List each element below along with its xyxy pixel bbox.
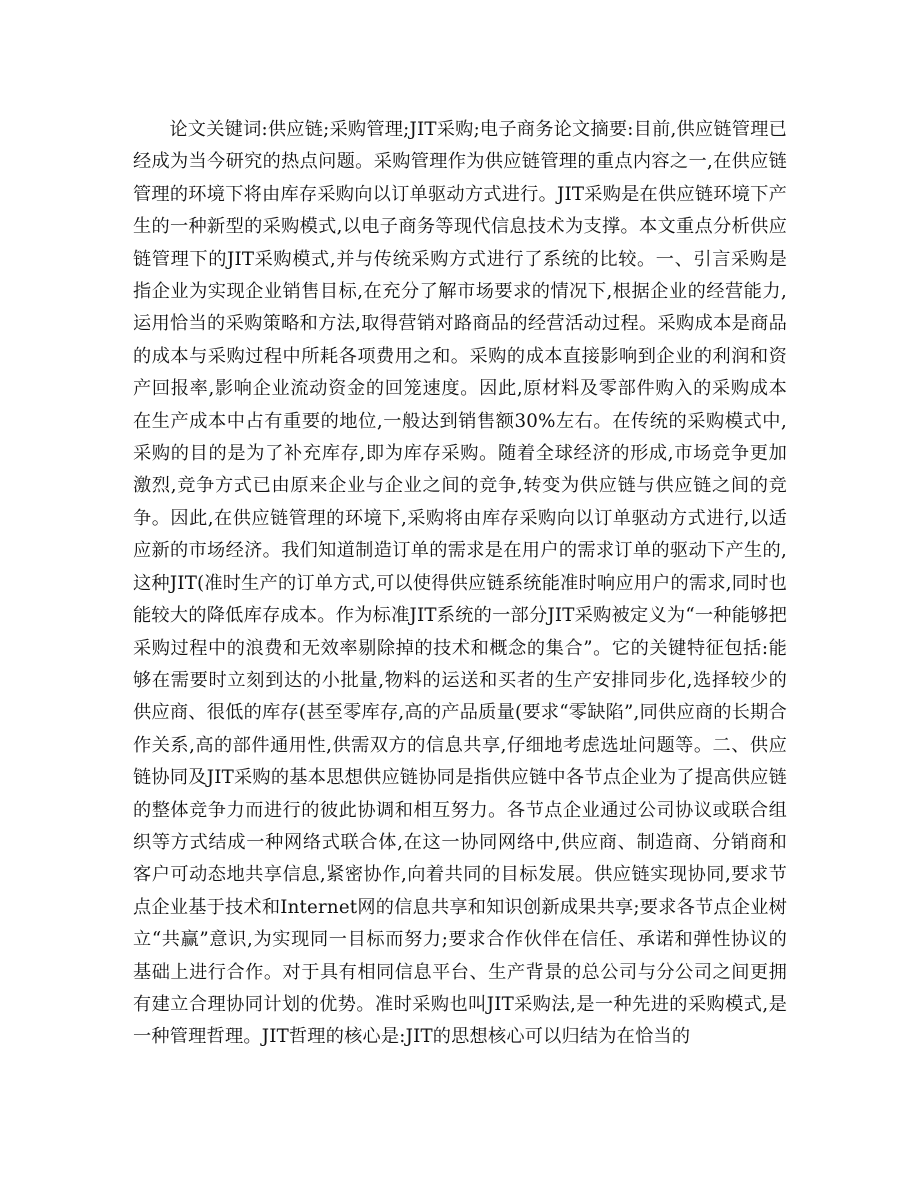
body-paragraph: 论文关键词:供应链;采购管理;JIT采购;电子商务论文摘要:目前,供应链管理已经成为当今研究的热点问题。采购管理作为供应链管理的重点内容之一,在供应链管理的环境下将由库存采购向以订单驱动方式进行。JIT采购是在供应链环境下产生的一种新型的采购模式,以电子商务等现代信息技术为支撑。本文重点分析供应链管理下的JIT采购模式,并与传统采购方式进行了系统的比较。一、引言采购是指企业为实现企业销售目标,在充分了解市场要求的情况下,根据企业的经营能力,运用恰当的采购策略和方法,取得营销对路商品的经营活动过程。采购成本是商品的成本与采购过程中所耗各项费用之和。采购的成本直接影响到企业的利润和资产回报率,影响企业流动资金的回笼速度。因此,原材料及零部件购入的采购成本在生产成本中占有重要的地位,一般达到销售额30%左右。在传统的采购模式中,采购的目的是为了补充库存,即为库存采购。随着全球经济的形成,市场竞争更加激烈,竞争方式已由原来企业与企业之间的竞争,转变为供应链与供应链之间的竞争。因此,在供应链管理的环境下,采购将由库存采购向以订单驱动方式进行,以适应新的市场经济。我们知道制造订单的需求是在用户的需求订单的驱动下产生的,这种JIT(准时生产的订单方式,可以使得供应链系统能准时响应用户的需求,同时也能较大的降低库存成本。作为标准JIT系统的一部分JIT采购被定义为“一种能够把采购过程中的浪费和无效率剔除掉的技术和概念的集合”。它的关键特征包括:能够在需要时立刻到达的小批量,物料的运送和买者的生产安排同步化,选择较少的供应商、很低的库存(甚至零库存,高的产品质量(要求“零缺陷”,同供应商的长期合作关系,高的部件通用性,供需双方的信息共享,仔细地考虑选址问题等。二、供应链协同及JIT采购的基本思想供应链协同是指供应链中各节点企业为了提高供应链的整体竞争力而进行的彼此协调和相互努力。各节点企业通过公司协议或联合组织等方式结成一种网络式联合体,在这一协同网络中,供应商、制造商、分销商和客户可动态地共享信息,紧密协作,向着共同的目标发展。供应链实现协同,要求节点企业基于技术和Internet网的信息共享和知识创新成果共享;要求各节点企业树立“共赢”意识,为实现同一目标而努力;要求合作伙伴在信任、承诺和弹性协议的基础上进行合作。对于具有相同信息平台、生产背景的总公司与分公司之间更拥有建立合理协同计划的优势。准时采购也叫JIT采购法,是一种先进的采购模式,是一种管理哲理。JIT哲理的核心是:JIT的思想核心可以归结为在恰当的 — [133, 119, 787, 1048]
